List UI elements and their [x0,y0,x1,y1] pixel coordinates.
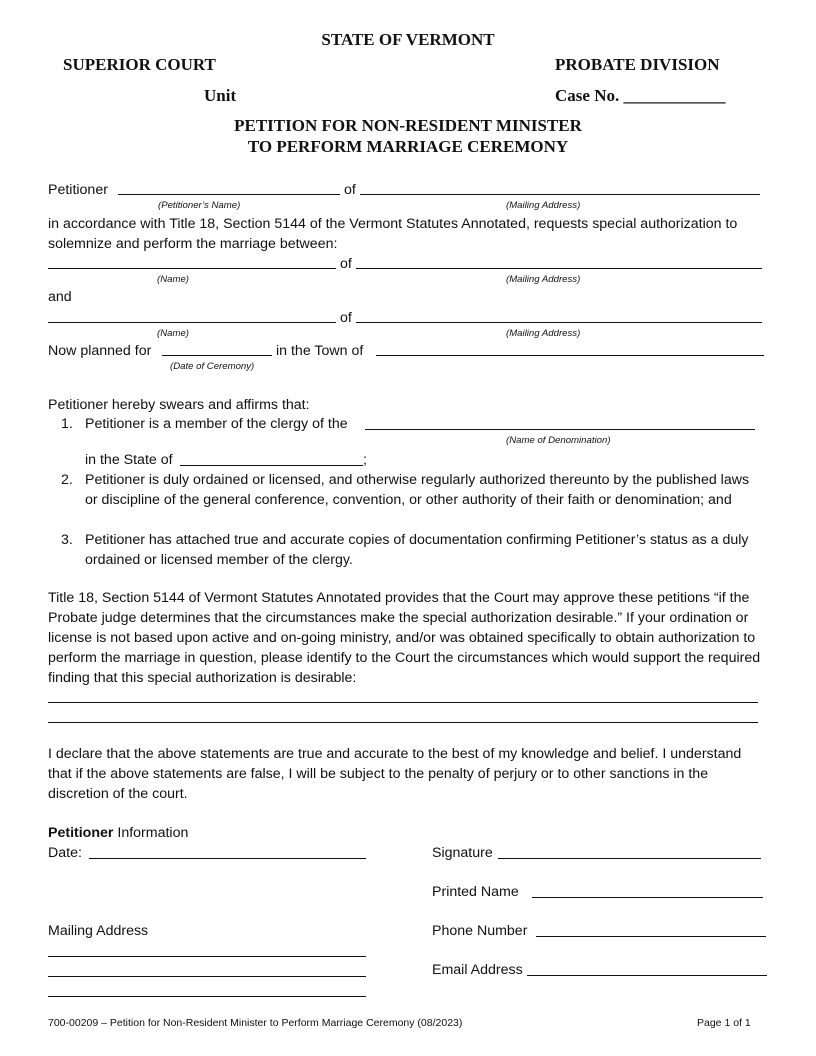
date-label: Date: [48,845,82,861]
petitioner-address-caption: (Mailing Address) [506,200,581,211]
circumstances-field-line1[interactable] [48,702,758,703]
item2-number: 2. [61,472,73,488]
of-label: of [344,182,356,198]
party2-name-field[interactable] [48,322,336,323]
case-number-label: Case No. ____________ [555,86,726,105]
party2-address-field[interactable] [356,322,762,323]
party1-of-label: of [340,256,352,272]
state-heading: STATE OF VERMONT [321,30,495,49]
court-heading: SUPERIOR COURT [63,55,216,74]
phone-number-field[interactable] [536,936,766,937]
mailing-address-label: Mailing Address [48,923,149,939]
petitioner-info-heading: Petitioner Information [48,825,189,841]
party1-address-caption: (Mailing Address) [506,274,581,285]
mailing-address-field-line3[interactable] [48,996,366,997]
declaration-paragraph: I declare that the above statements are true and accurate to the best of my knowledge and belief. I understand that if the above statements are false, I will be subject to the penalty of perjury or to other sanctions in the discretion of the court. [48,746,742,802]
email-address-field[interactable] [527,975,767,976]
mailing-address-field-line1[interactable] [48,956,366,957]
and-label: and [48,289,72,305]
item1-number: 1. [61,416,73,432]
petitioner-mailing-address-field[interactable] [360,194,760,195]
party1-name-caption: (Name) [157,274,189,285]
form-id-footer: 700-00209 – Petition for Non-Resident Minister to Perform Marriage Ceremony (08/2023) [48,1017,463,1029]
unit-label: Unit [204,86,237,105]
state-of-label: in the State of [85,452,173,468]
town-label: in the Town of [276,343,364,359]
denomination-field[interactable] [365,429,755,430]
party2-name-caption: (Name) [157,328,189,339]
item3-number: 3. [61,532,73,548]
page-number: Page 1 of 1 [697,1017,751,1029]
signature-field[interactable] [498,858,761,859]
document-title-line1: PETITION FOR NON-RESIDENT MINISTER [234,116,582,135]
ceremony-town-field[interactable] [376,355,764,356]
printed-name-field[interactable] [532,897,763,898]
state-semicolon: ; [363,452,367,468]
petitioner-name-caption: (Petitioner’s Name) [158,200,241,211]
party1-name-field[interactable] [48,268,336,269]
intro-text: in accordance with Title 18, Section 5144 of the Vermont Statutes Annotated, requests special authorization to solemnize and perform the marriage between: [48,216,738,252]
affirmations-intro: Petitioner hereby swears and affirms that: [48,397,310,413]
item2-text: Petitioner is duly ordained or licensed, and otherwise regularly authorized thereunto by the published laws or discipline of the general conference, convention, or other authority of their faith or denomination; and [85,472,750,508]
circumstances-field-line2[interactable] [48,722,758,723]
date-field[interactable] [89,858,366,859]
document-title-line2: TO PERFORM MARRIAGE CEREMONY [247,137,569,156]
petitioner-label: Petitioner [48,182,108,198]
phone-number-label: Phone Number [432,923,528,939]
statute-paragraph: Title 18, Section 5144 of Vermont Statutes Annotated provides that the Court may approve these petitions “if the Probate judge determines that the circumstances make the special authorization desirable.” If your ordination or license is not based upon active and on-going ministry, and/or was obtained specifically to obtain authorization to perform the marriage in question, please identify to the Court the circumstances which would support the required finding that this special authorization is desirable: [48,590,761,686]
signature-label: Signature [432,845,493,861]
date-caption: (Date of Ceremony) [170,361,255,372]
item1-text: Petitioner is a member of the clergy of the [85,416,348,432]
division-heading: PROBATE DIVISION [555,55,720,74]
item3-text: Petitioner has attached true and accurate copies of documentation confirming Petitioner’s status as a duly ordained or licensed member of the clergy. [85,532,749,568]
ceremony-date-field[interactable] [162,355,272,356]
denomination-caption: (Name of Denomination) [506,435,611,446]
planned-for-label: Now planned for [48,343,152,359]
petitioner-name-field[interactable] [118,194,340,195]
denomination-state-field[interactable] [180,465,363,466]
mailing-address-field-line2[interactable] [48,976,366,977]
email-address-label: Email Address [432,962,523,978]
party2-address-caption: (Mailing Address) [506,328,581,339]
party1-address-field[interactable] [356,268,762,269]
printed-name-label: Printed Name [432,884,519,900]
party2-of-label: of [340,310,352,326]
